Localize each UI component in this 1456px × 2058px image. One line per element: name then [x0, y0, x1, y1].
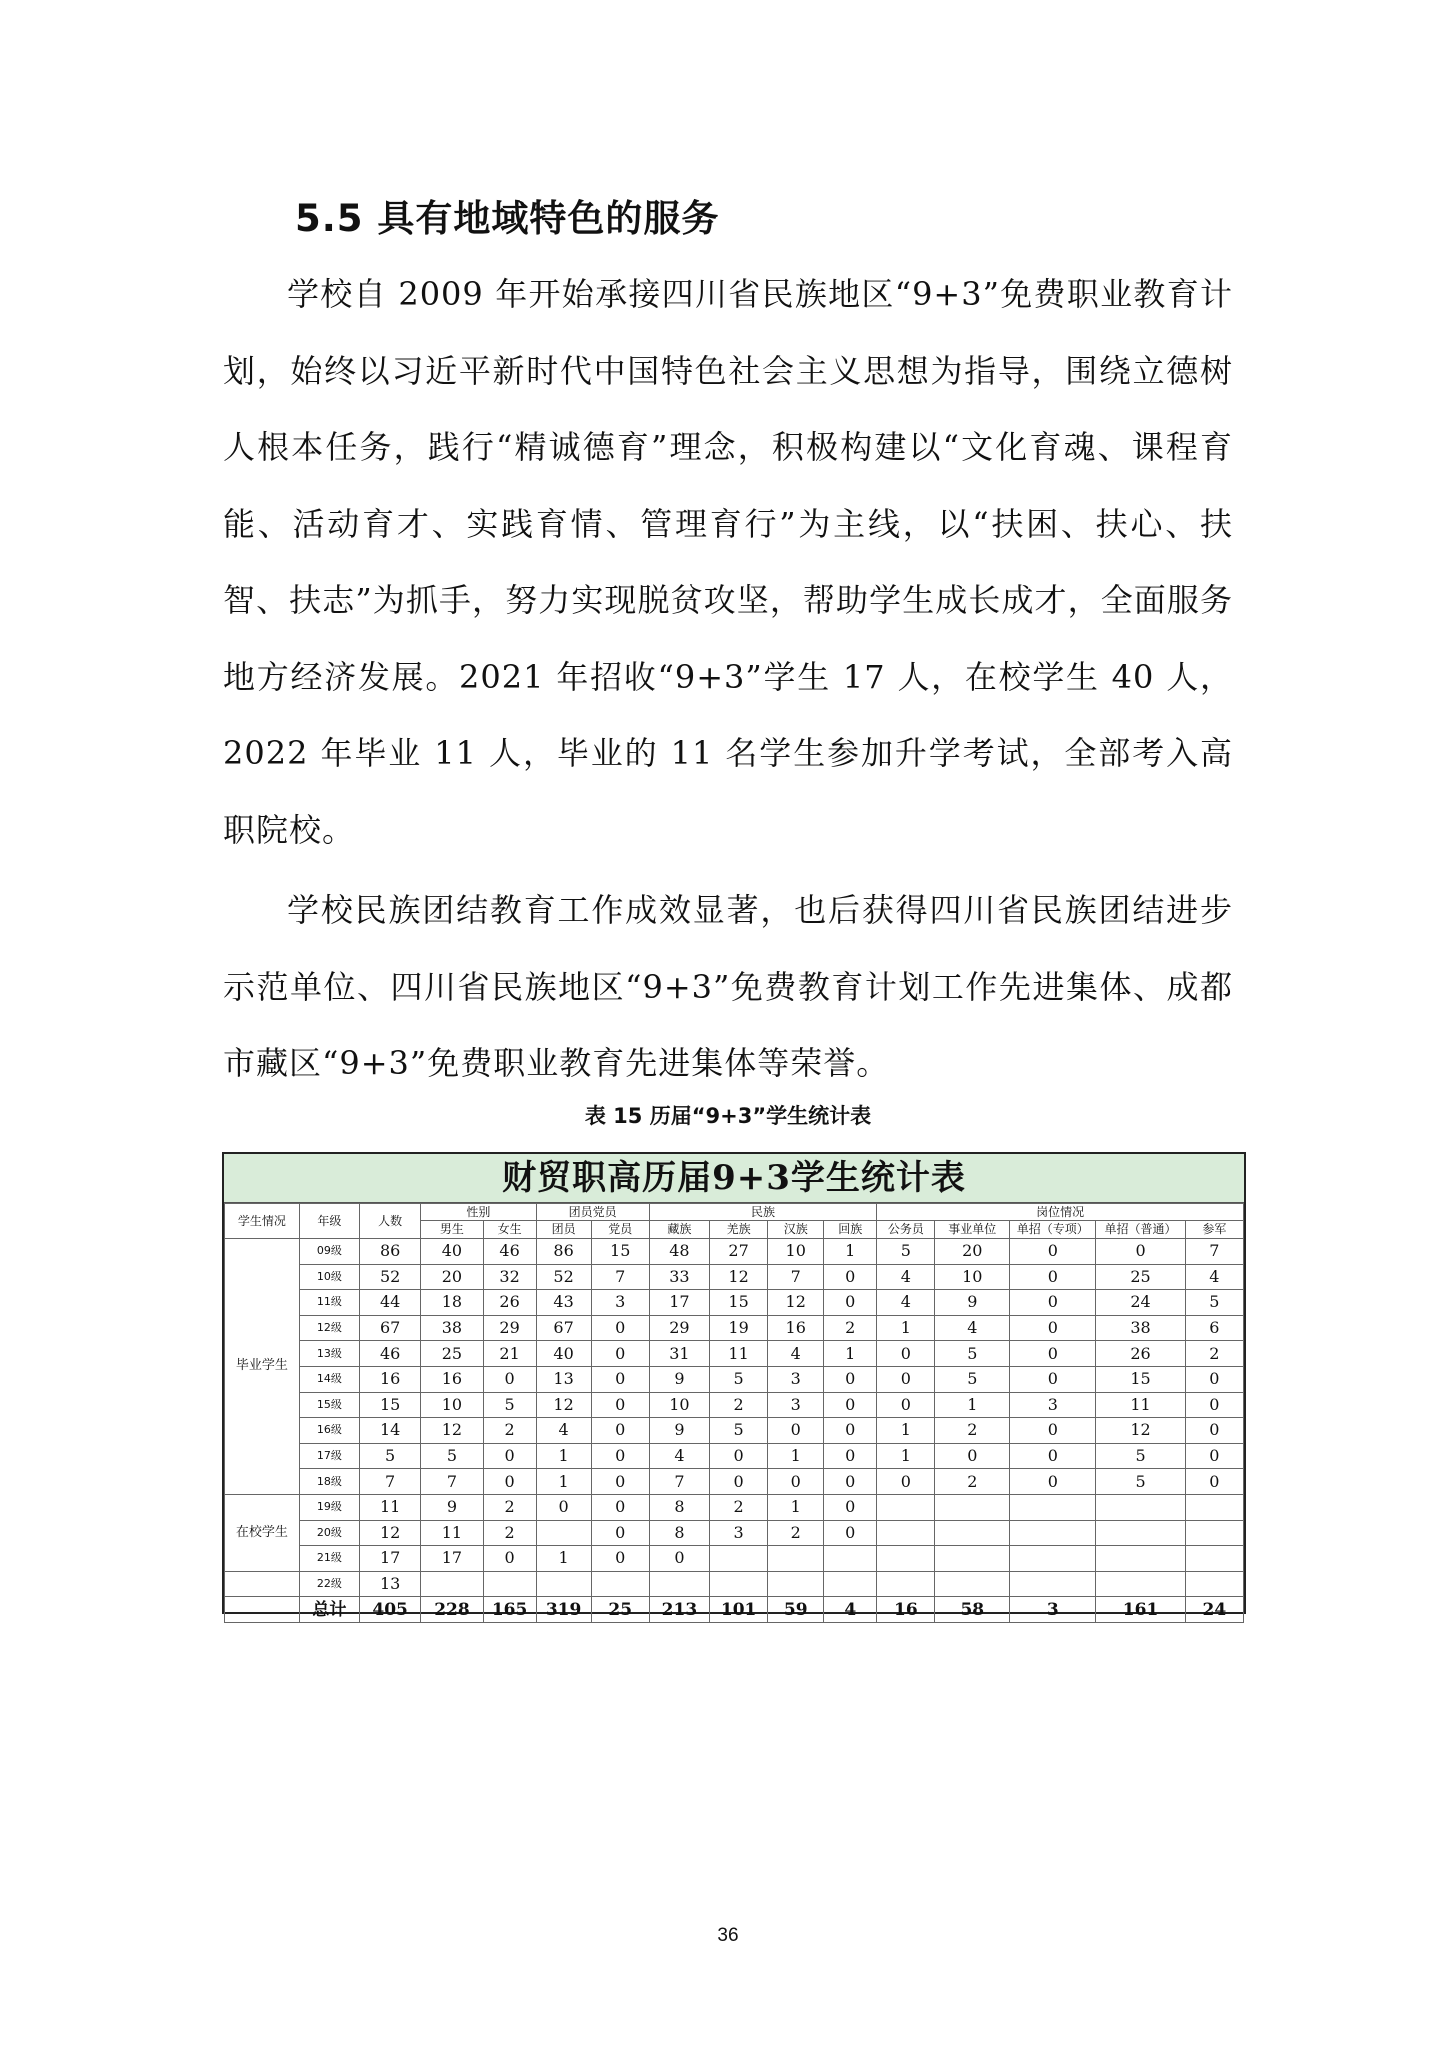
value-cell: 16	[421, 1366, 483, 1392]
value-cell: 9	[649, 1366, 709, 1392]
value-cell: 67	[360, 1315, 421, 1341]
header-female: 女生	[483, 1221, 536, 1239]
value-cell: 4	[877, 1264, 935, 1290]
value-cell: 2	[1185, 1341, 1243, 1367]
value-cell: 0	[591, 1341, 649, 1367]
value-cell: 24	[1096, 1290, 1185, 1316]
data-table	[224, 1203, 1244, 1623]
value-cell: 4	[649, 1443, 709, 1469]
value-cell: 5	[1185, 1290, 1243, 1316]
page-number: 36	[717, 1925, 739, 1946]
value-cell	[1096, 1520, 1185, 1546]
table-row	[225, 1366, 1244, 1392]
value-cell: 11	[1096, 1392, 1185, 1418]
total-cell: 16	[877, 1597, 935, 1623]
value-cell: 25	[1096, 1264, 1185, 1290]
table-row	[225, 1494, 1244, 1520]
value-cell: 0	[710, 1443, 768, 1469]
value-cell: 2	[768, 1520, 824, 1546]
value-cell: 0	[768, 1469, 824, 1495]
grade-cell: 19级	[299, 1494, 359, 1520]
total-empty-cell	[225, 1597, 300, 1623]
value-cell: 0	[1185, 1418, 1243, 1444]
value-cell: 10	[649, 1392, 709, 1418]
value-cell: 2	[483, 1494, 536, 1520]
value-cell: 0	[824, 1418, 877, 1444]
table-row	[225, 1469, 1244, 1495]
value-cell: 0	[591, 1546, 649, 1572]
value-cell: 0	[824, 1264, 877, 1290]
value-cell: 0	[1010, 1315, 1096, 1341]
table-row	[225, 1546, 1244, 1572]
value-cell: 9	[421, 1494, 483, 1520]
value-cell: 0	[591, 1315, 649, 1341]
value-cell: 15	[591, 1239, 649, 1265]
value-cell: 67	[536, 1315, 591, 1341]
value-cell: 5	[710, 1366, 768, 1392]
value-cell: 13	[360, 1571, 421, 1597]
value-cell: 5	[710, 1418, 768, 1444]
value-cell: 0	[1096, 1239, 1185, 1265]
value-cell: 1	[768, 1443, 824, 1469]
value-cell: 10	[421, 1392, 483, 1418]
value-cell: 17	[360, 1546, 421, 1572]
grade-cell: 12级	[299, 1315, 359, 1341]
header-ethnicity: 民族	[649, 1204, 876, 1221]
table-caption: 表 15 历届“9+3”学生统计表	[584, 1104, 872, 1128]
value-cell: 11	[360, 1494, 421, 1520]
total-cell: 319	[536, 1597, 591, 1623]
total-cell: 165	[483, 1597, 536, 1623]
total-cell: 213	[649, 1597, 709, 1623]
header-institution: 事业单位	[935, 1221, 1010, 1239]
value-cell: 7	[768, 1264, 824, 1290]
value-cell: 0	[877, 1469, 935, 1495]
header-military: 参军	[1185, 1221, 1243, 1239]
value-cell	[935, 1571, 1010, 1597]
table-row	[225, 1571, 1244, 1597]
total-cell: 59	[768, 1597, 824, 1623]
paragraph-text: 学校民族团结教育工作成效显著，也后获得四川省民族团结进步示范单位、四川省民族地区“9+3”免费教育计划工作先进集体、成都市藏区“9+3”免费职业教育先进集体等荣誉。	[223, 891, 1233, 1082]
value-cell	[935, 1494, 1010, 1520]
value-cell	[824, 1571, 877, 1597]
value-cell: 3	[768, 1366, 824, 1392]
value-cell: 11	[710, 1341, 768, 1367]
value-cell	[536, 1571, 591, 1597]
value-cell: 40	[536, 1341, 591, 1367]
value-cell: 0	[824, 1520, 877, 1546]
value-cell: 2	[483, 1418, 536, 1444]
value-cell: 20	[935, 1239, 1010, 1265]
header-league-member: 团员	[536, 1221, 591, 1239]
grade-cell: 18级	[299, 1469, 359, 1495]
grade-cell: 13级	[299, 1341, 359, 1367]
value-cell: 0	[1010, 1290, 1096, 1316]
value-cell: 4	[877, 1290, 935, 1316]
table-row	[225, 1392, 1244, 1418]
header-placement: 岗位情况	[877, 1204, 1244, 1221]
header-qiang: 羌族	[710, 1221, 768, 1239]
header-student-status: 学生情况	[225, 1204, 300, 1239]
value-cell: 0	[591, 1418, 649, 1444]
value-cell: 16	[360, 1366, 421, 1392]
value-cell: 7	[421, 1469, 483, 1495]
grade-cell: 14级	[299, 1366, 359, 1392]
value-cell: 3	[710, 1520, 768, 1546]
value-cell: 4	[1185, 1264, 1243, 1290]
value-cell: 0	[1185, 1469, 1243, 1495]
value-cell	[649, 1571, 709, 1597]
value-cell	[935, 1546, 1010, 1572]
value-cell: 9	[935, 1290, 1010, 1316]
value-cell	[1185, 1520, 1243, 1546]
value-cell: 17	[421, 1546, 483, 1572]
value-cell: 29	[483, 1315, 536, 1341]
header-male: 男生	[421, 1221, 483, 1239]
value-cell: 38	[1096, 1315, 1185, 1341]
value-cell: 52	[360, 1264, 421, 1290]
header-grade: 年级	[299, 1204, 359, 1239]
value-cell: 4	[768, 1341, 824, 1367]
value-cell	[1010, 1520, 1096, 1546]
value-cell: 2	[935, 1418, 1010, 1444]
value-cell: 0	[824, 1366, 877, 1392]
value-cell: 19	[710, 1315, 768, 1341]
value-cell: 12	[360, 1520, 421, 1546]
value-cell: 2	[483, 1520, 536, 1546]
total-cell: 24	[1185, 1597, 1243, 1623]
value-cell: 0	[824, 1469, 877, 1495]
value-cell: 12	[536, 1392, 591, 1418]
value-cell: 7	[360, 1469, 421, 1495]
value-cell: 16	[768, 1315, 824, 1341]
grade-cell: 20级	[299, 1520, 359, 1546]
total-cell: 161	[1096, 1597, 1185, 1623]
value-cell	[483, 1571, 536, 1597]
value-cell: 40	[421, 1239, 483, 1265]
value-cell: 2	[824, 1315, 877, 1341]
paragraph-1	[223, 256, 1233, 868]
value-cell: 44	[360, 1290, 421, 1316]
value-cell	[1096, 1546, 1185, 1572]
value-cell: 0	[824, 1290, 877, 1316]
value-cell: 0	[483, 1469, 536, 1495]
table-row	[225, 1443, 1244, 1469]
value-cell: 0	[483, 1546, 536, 1572]
value-cell: 0	[768, 1418, 824, 1444]
grade-cell: 22级	[299, 1571, 359, 1597]
total-cell: 4	[824, 1597, 877, 1623]
total-cell: 405	[360, 1597, 421, 1623]
value-cell: 38	[421, 1315, 483, 1341]
header-civil-servant: 公务员	[877, 1221, 935, 1239]
value-cell: 5	[1096, 1469, 1185, 1495]
table-row	[225, 1341, 1244, 1367]
value-cell: 10	[935, 1264, 1010, 1290]
header-gender: 性别	[421, 1204, 536, 1221]
value-cell	[1185, 1571, 1243, 1597]
value-cell: 1	[536, 1469, 591, 1495]
value-cell: 15	[360, 1392, 421, 1418]
value-cell: 0	[591, 1520, 649, 1546]
value-cell	[1096, 1494, 1185, 1520]
statistics-table	[222, 1152, 1246, 1620]
value-cell: 1	[877, 1315, 935, 1341]
value-cell: 0	[591, 1392, 649, 1418]
value-cell: 17	[649, 1290, 709, 1316]
header-count: 人数	[360, 1204, 421, 1239]
value-cell: 0	[591, 1469, 649, 1495]
value-cell: 0	[591, 1443, 649, 1469]
value-cell: 0	[824, 1392, 877, 1418]
value-cell: 46	[360, 1341, 421, 1367]
value-cell	[1185, 1546, 1243, 1572]
value-cell: 0	[1010, 1239, 1096, 1265]
value-cell: 46	[483, 1239, 536, 1265]
value-cell: 15	[1096, 1366, 1185, 1392]
value-cell: 1	[877, 1443, 935, 1469]
section-heading: 5.5 具有地域特色的服务	[295, 197, 720, 240]
value-cell: 2	[710, 1392, 768, 1418]
value-cell: 5	[877, 1239, 935, 1265]
value-cell: 12	[710, 1264, 768, 1290]
value-cell: 6	[1185, 1315, 1243, 1341]
value-cell: 0	[1010, 1366, 1096, 1392]
value-cell: 8	[649, 1494, 709, 1520]
value-cell: 12	[421, 1418, 483, 1444]
value-cell: 4	[536, 1418, 591, 1444]
value-cell: 0	[1185, 1392, 1243, 1418]
header-han: 汉族	[768, 1221, 824, 1239]
value-cell: 9	[649, 1418, 709, 1444]
value-cell: 1	[824, 1341, 877, 1367]
value-cell: 31	[649, 1341, 709, 1367]
value-cell	[877, 1520, 935, 1546]
value-cell: 27	[710, 1239, 768, 1265]
table-row	[225, 1264, 1244, 1290]
value-cell: 3	[591, 1290, 649, 1316]
value-cell	[536, 1520, 591, 1546]
value-cell: 48	[649, 1239, 709, 1265]
value-cell: 25	[421, 1341, 483, 1367]
value-cell: 8	[649, 1520, 709, 1546]
value-cell	[710, 1546, 768, 1572]
value-cell: 4	[935, 1315, 1010, 1341]
grade-cell: 21级	[299, 1546, 359, 1572]
value-cell: 0	[877, 1341, 935, 1367]
value-cell: 0	[877, 1366, 935, 1392]
value-cell: 43	[536, 1290, 591, 1316]
value-cell: 0	[1185, 1443, 1243, 1469]
value-cell: 15	[710, 1290, 768, 1316]
value-cell	[877, 1571, 935, 1597]
table-row	[225, 1520, 1244, 1546]
value-cell: 2	[935, 1469, 1010, 1495]
value-cell	[1010, 1546, 1096, 1572]
header-league: 团员党员	[536, 1204, 649, 1221]
value-cell: 1	[768, 1494, 824, 1520]
value-cell: 5	[935, 1366, 1010, 1392]
value-cell: 0	[649, 1546, 709, 1572]
value-cell	[768, 1571, 824, 1597]
group-label: 毕业学生	[225, 1239, 300, 1495]
value-cell: 2	[710, 1494, 768, 1520]
total-cell: 101	[710, 1597, 768, 1623]
header-single-special: 单招（专项）	[1010, 1221, 1096, 1239]
table-body	[225, 1239, 1244, 1623]
grade-cell: 09级	[299, 1239, 359, 1265]
header-party-member: 党员	[591, 1221, 649, 1239]
value-cell	[768, 1546, 824, 1572]
value-cell: 26	[483, 1290, 536, 1316]
grade-cell: 10级	[299, 1264, 359, 1290]
value-cell: 0	[710, 1469, 768, 1495]
value-cell: 1	[824, 1239, 877, 1265]
value-cell: 0	[824, 1494, 877, 1520]
grade-cell: 11级	[299, 1290, 359, 1316]
table-title: 财贸职高历届9+3学生统计表	[224, 1154, 1244, 1203]
value-cell	[877, 1494, 935, 1520]
value-cell: 0	[483, 1366, 536, 1392]
value-cell: 7	[591, 1264, 649, 1290]
total-label: 总计	[299, 1597, 359, 1623]
table-row	[225, 1418, 1244, 1444]
value-cell	[1096, 1571, 1185, 1597]
value-cell: 7	[1185, 1239, 1243, 1265]
value-cell: 11	[421, 1520, 483, 1546]
table-row	[225, 1315, 1244, 1341]
value-cell: 5	[421, 1443, 483, 1469]
value-cell: 0	[824, 1443, 877, 1469]
header-hui: 回族	[824, 1221, 877, 1239]
value-cell: 0	[591, 1494, 649, 1520]
value-cell: 13	[536, 1366, 591, 1392]
value-cell	[591, 1571, 649, 1597]
value-cell: 14	[360, 1418, 421, 1444]
table-row	[225, 1290, 1244, 1316]
value-cell: 0	[483, 1443, 536, 1469]
value-cell: 3	[768, 1392, 824, 1418]
value-cell: 5	[935, 1341, 1010, 1367]
value-cell: 26	[1096, 1341, 1185, 1367]
value-cell: 52	[536, 1264, 591, 1290]
value-cell: 0	[1010, 1341, 1096, 1367]
header-single-regular: 单招（普通）	[1096, 1221, 1185, 1239]
value-cell: 86	[360, 1239, 421, 1265]
value-cell: 3	[1010, 1392, 1096, 1418]
group-label: 在校学生	[225, 1494, 300, 1571]
grade-cell: 16级	[299, 1418, 359, 1444]
value-cell: 1	[877, 1418, 935, 1444]
value-cell	[710, 1571, 768, 1597]
value-cell: 20	[421, 1264, 483, 1290]
value-cell: 5	[1096, 1443, 1185, 1469]
paragraph-2	[223, 872, 1233, 1102]
total-cell: 3	[1010, 1597, 1096, 1623]
value-cell: 0	[1010, 1264, 1096, 1290]
value-cell: 12	[1096, 1418, 1185, 1444]
header-row-1	[225, 1204, 1244, 1221]
header-tibetan: 藏族	[649, 1221, 709, 1239]
table-row	[225, 1239, 1244, 1265]
total-cell: 25	[591, 1597, 649, 1623]
value-cell: 18	[421, 1290, 483, 1316]
group-label-empty	[225, 1571, 300, 1597]
value-cell: 5	[360, 1443, 421, 1469]
value-cell: 7	[649, 1469, 709, 1495]
value-cell	[877, 1546, 935, 1572]
grade-cell: 17级	[299, 1443, 359, 1469]
value-cell: 1	[536, 1546, 591, 1572]
value-cell	[824, 1546, 877, 1572]
value-cell: 10	[768, 1239, 824, 1265]
value-cell	[1010, 1571, 1096, 1597]
value-cell	[421, 1571, 483, 1597]
value-cell: 1	[536, 1443, 591, 1469]
value-cell: 29	[649, 1315, 709, 1341]
value-cell: 0	[877, 1392, 935, 1418]
value-cell	[1010, 1494, 1096, 1520]
value-cell: 0	[1010, 1443, 1096, 1469]
value-cell: 86	[536, 1239, 591, 1265]
value-cell	[1185, 1494, 1243, 1520]
value-cell: 0	[591, 1366, 649, 1392]
value-cell: 0	[1010, 1469, 1096, 1495]
value-cell: 0	[536, 1494, 591, 1520]
value-cell: 33	[649, 1264, 709, 1290]
value-cell	[935, 1520, 1010, 1546]
value-cell: 0	[1010, 1418, 1096, 1444]
value-cell: 12	[768, 1290, 824, 1316]
grade-cell: 15级	[299, 1392, 359, 1418]
paragraph-text: 学校自 2009 年开始承接四川省民族地区“9+3”免费职业教育计划，始终以习近平新时代中国特色社会主义思想为指导，围绕立德树人根本任务，践行“精诚德育”理念，积极构建以“文化育魂、课程育能、活动育才、实践育情、管理育行”为主线，以“扶困、扶心、扶智、扶志”为抓手，努力实现脱贫攻坚，帮助学生成长成才，全面服务地方经济发展。2021 年招收“9+3”学生 17 人，在校学生 40 人，2022 年毕业 11 人，毕业的 11 名学生参加升学考试，全部考入高职院校。	[223, 275, 1233, 849]
value-cell: 0	[935, 1443, 1010, 1469]
value-cell: 5	[483, 1392, 536, 1418]
total-cell: 228	[421, 1597, 483, 1623]
total-row	[225, 1597, 1244, 1623]
value-cell: 0	[1185, 1366, 1243, 1392]
value-cell: 32	[483, 1264, 536, 1290]
total-cell: 58	[935, 1597, 1010, 1623]
value-cell: 21	[483, 1341, 536, 1367]
value-cell: 1	[935, 1392, 1010, 1418]
